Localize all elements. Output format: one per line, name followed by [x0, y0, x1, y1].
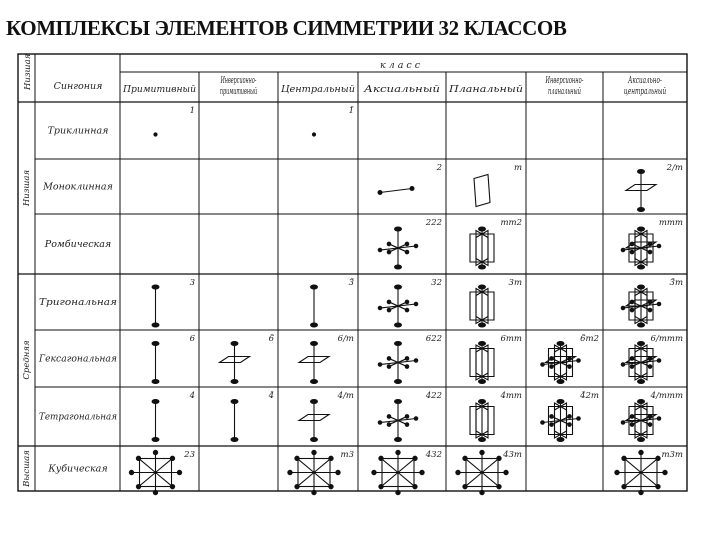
symmetry-symbol: m3	[340, 450, 354, 460]
symmetry-symbol: 3̄	[348, 278, 354, 288]
symmetry-figure-icon	[626, 170, 656, 212]
column-header: Центральный	[281, 84, 355, 95]
symmetry-symbol: 3	[189, 278, 195, 288]
corner-vertical-label: Низшая	[23, 53, 33, 90]
symmetry-symbol: 222	[425, 218, 442, 228]
symmetry-symbol: 32	[431, 278, 442, 288]
symmetry-figure-icon	[470, 285, 494, 327]
symmetry-symbol: 4/mmm	[650, 391, 683, 401]
page-title: КОМПЛЕКСЫ ЭЛЕМЕНТОВ СИММЕТРИИ 32 КЛАССОВ	[6, 16, 567, 40]
symmetry-symbol: mm2	[500, 218, 522, 228]
symmetry-figure-icon	[372, 450, 424, 494]
symmetry-figure-icon	[152, 285, 159, 327]
symmetry-symbol: 432	[425, 450, 442, 460]
category-label: Высшая	[22, 450, 32, 487]
symmetry-figure-icon	[470, 342, 494, 384]
column-header: Аксиальный	[362, 84, 440, 95]
symmetry-figure-icon	[470, 400, 494, 442]
symmetry-figure-icon	[621, 227, 661, 269]
symmetry-symbol: 6̄	[268, 334, 274, 344]
symmetry-symbol: 6/m	[337, 334, 354, 344]
symmetry-symbol: 6/mmm	[650, 334, 683, 344]
symmetry-symbol: 4mm	[500, 391, 522, 401]
row-label: Тригональная	[39, 297, 117, 308]
symmetry-figure-icon	[129, 450, 181, 494]
category-label: Средняя	[22, 340, 32, 380]
column-header: Планальный	[447, 84, 523, 95]
symmetry-figure-icon	[299, 342, 329, 384]
symmetry-figure-icon	[152, 400, 159, 442]
symmetry-figure-icon	[378, 227, 418, 269]
row-label: Моноклинная	[43, 181, 113, 193]
row-label: Тетрагональная	[39, 411, 117, 423]
symmetry-symbol: m3m	[661, 450, 683, 460]
symmetry-symbol: 4̄2m	[580, 391, 599, 401]
symmetry-figure-icon	[456, 450, 508, 494]
symmetry-symbol: 43m	[503, 450, 522, 460]
symmetry-figure-icon	[615, 450, 667, 494]
symmetry-figure-icon	[474, 175, 490, 207]
symmetry-figure-icon	[288, 450, 340, 494]
column-header: Инверсионно-примитивный	[219, 75, 293, 97]
symmetry-symbol: 3̄m	[669, 278, 683, 288]
symmetry-figure-icon	[154, 133, 157, 136]
class-header: к л а с с	[379, 60, 421, 71]
symmetry-figure-icon	[541, 342, 581, 384]
symmetry-symbol: 4/m	[337, 391, 354, 401]
row-label: Гексагональная	[38, 353, 118, 365]
symmetry-symbol: mmm	[658, 218, 683, 228]
symmetry-symbol: 1̄	[348, 106, 354, 116]
row-lines	[18, 159, 687, 446]
symmetry-symbol: 422	[425, 391, 442, 401]
symmetry-symbol: 6mm	[500, 334, 522, 344]
symmetry-figure-icon	[312, 133, 315, 136]
symmetry-symbol: m	[513, 163, 522, 173]
category-label: Низшая	[22, 169, 32, 207]
column-lines	[35, 54, 616, 491]
symmetry-symbol: 6̄m2	[580, 334, 599, 344]
symmetry-figure-icon	[621, 342, 661, 384]
symmetry-figure-icon	[299, 400, 329, 442]
symmetry-figure-icon	[311, 285, 318, 327]
symmetry-figure-icon	[220, 342, 250, 384]
column-header: Примитивный	[122, 84, 196, 95]
symmetry-symbol: 3m	[508, 278, 522, 288]
column-header: Инверсионно-планальный	[545, 75, 616, 97]
column-header: Аксиально-центральный	[623, 75, 695, 97]
symmetry-symbol: 4̄	[268, 391, 274, 401]
symmetry-figure-icon	[621, 400, 661, 442]
symmetry-figure-icon	[470, 227, 494, 269]
symmetry-figure-icon	[378, 342, 418, 384]
table-frame	[18, 54, 695, 491]
symmetry-symbol: 2/m	[666, 163, 683, 173]
corner-header: Сингония	[53, 81, 103, 92]
symmetry-symbol: 1	[189, 106, 195, 116]
row-label: Кубическая	[48, 463, 108, 475]
row-label: Ромбическая	[44, 239, 112, 250]
symmetry-figure-icon	[378, 400, 418, 442]
row-label: Триклинная	[47, 125, 109, 137]
symmetry-symbol: 6	[189, 334, 195, 344]
symmetry-figure-icon	[378, 187, 414, 195]
symmetry-figure-icon	[621, 285, 661, 327]
symmetry-figure-icon	[378, 285, 418, 327]
symmetry-symbol: 23	[184, 450, 195, 460]
symmetry-figure-icon	[231, 400, 238, 442]
symmetry-figure-icon	[541, 400, 581, 442]
symmetry-symbol: 4	[189, 391, 195, 401]
symmetry-symbol: 2	[436, 163, 442, 173]
symmetry-symbol: 622	[425, 334, 442, 344]
symmetry-figure-icon	[152, 342, 159, 384]
